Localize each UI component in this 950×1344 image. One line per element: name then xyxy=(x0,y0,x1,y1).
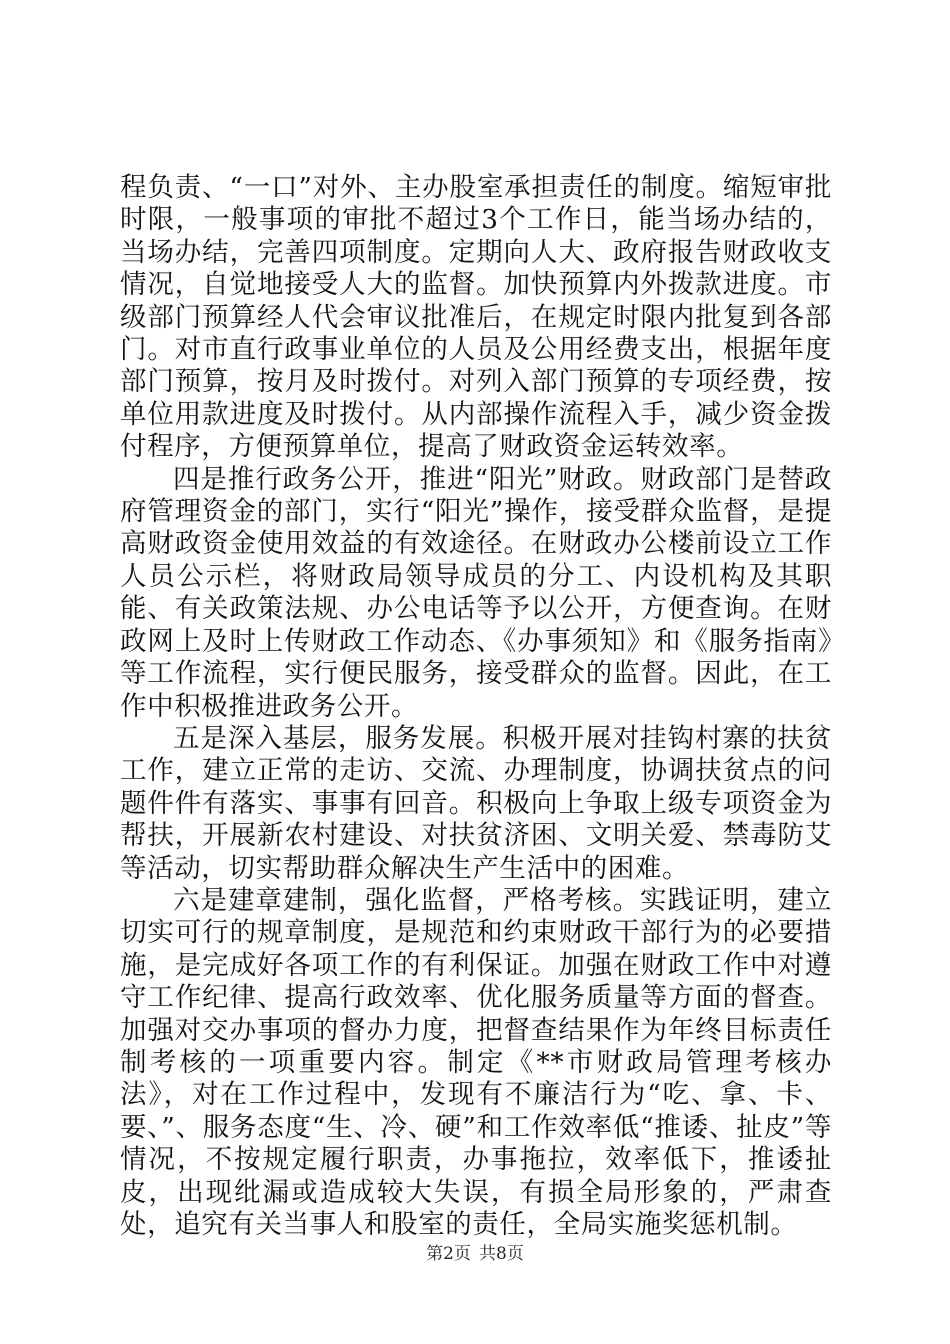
page-footer xyxy=(0,1243,950,1265)
page-number: 第2页 xyxy=(426,1244,471,1264)
document-body xyxy=(120,172,832,1241)
page-total: 共8页 xyxy=(479,1244,524,1264)
paragraph-item-four: 四是推行政务公开，推进“阳光”财政。财政部门是替政府管理资金的部门，实行“阳光”操作，接受群众监督，是提高财政资金使用效益的有效途径。在财政办公楼前设立工作人员公示栏，将财政局领导成员的分工、内设机构及其职能、有关政策法规、办公电话等予以公开，方便查询。在财政网上及时上传财政工作动态、《办事须知》和《服务指南》等工作流程，实行便民服务，接受群众的监督。因此，在工作中积极推进政务公开。 xyxy=(120,463,832,722)
paragraph-continuation: 程负责、“一口”对外、主办股室承担责任的制度。缩短审批时限，一般事项的审批不超过3个工作日，能当场办结的，当场办结，完善四项制度。定期向人大、政府报告财政收支情况，自觉地接受人大的监督。加快预算内外拨款进度。市级部门预算经人代会审议批准后，在规定时限内批复到各部门。对市直行政事业单位的人员及公用经费支出，根据年度部门预算，按月及时拨付。对列入部门预算的专项经费，按单位用款进度及时拨付。从内部操作流程入手，减少资金拨付程序，方便预算单位，提高了财政资金运转效率。 xyxy=(120,172,832,463)
paragraph-item-six: 六是建章建制，强化监督，严格考核。实践证明，建立切实可行的规章制度，是规范和约束财政干部行为的必要措施，是完成好各项工作的有利保证。加强在财政工作中对遵守工作纪律、提高行政效率、优化服务质量等方面的督查。加强对交办事项的督办力度，把督查结果作为年终目标责任制考核的一项重要内容。制定《**市财政局管理考核办法》，对在工作过程中，发现有不廉洁行为“吃、拿、卡、要、”、服务态度“生、冷、硬”和工作效率低“推诿、扯皮”等情况，不按规定履行职责，办事拖拉，效率低下，推诿扯皮，出现纰漏或造成较大失误，有损全局形象的，严肃查处，追究有关当事人和股室的责任，全局实施奖惩机制。 xyxy=(120,884,832,1240)
paragraph-item-five: 五是深入基层，服务发展。积极开展对挂钩村寨的扶贫工作，建立正常的走访、交流、办理制度，协调扶贫点的问题件件有落实、事事有回音。积极向上争取上级专项资金为帮扶，开展新农村建设、对扶贫济困、文明关爱、禁毒防艾等活动，切实帮助群众解决生产生活中的困难。 xyxy=(120,722,832,884)
